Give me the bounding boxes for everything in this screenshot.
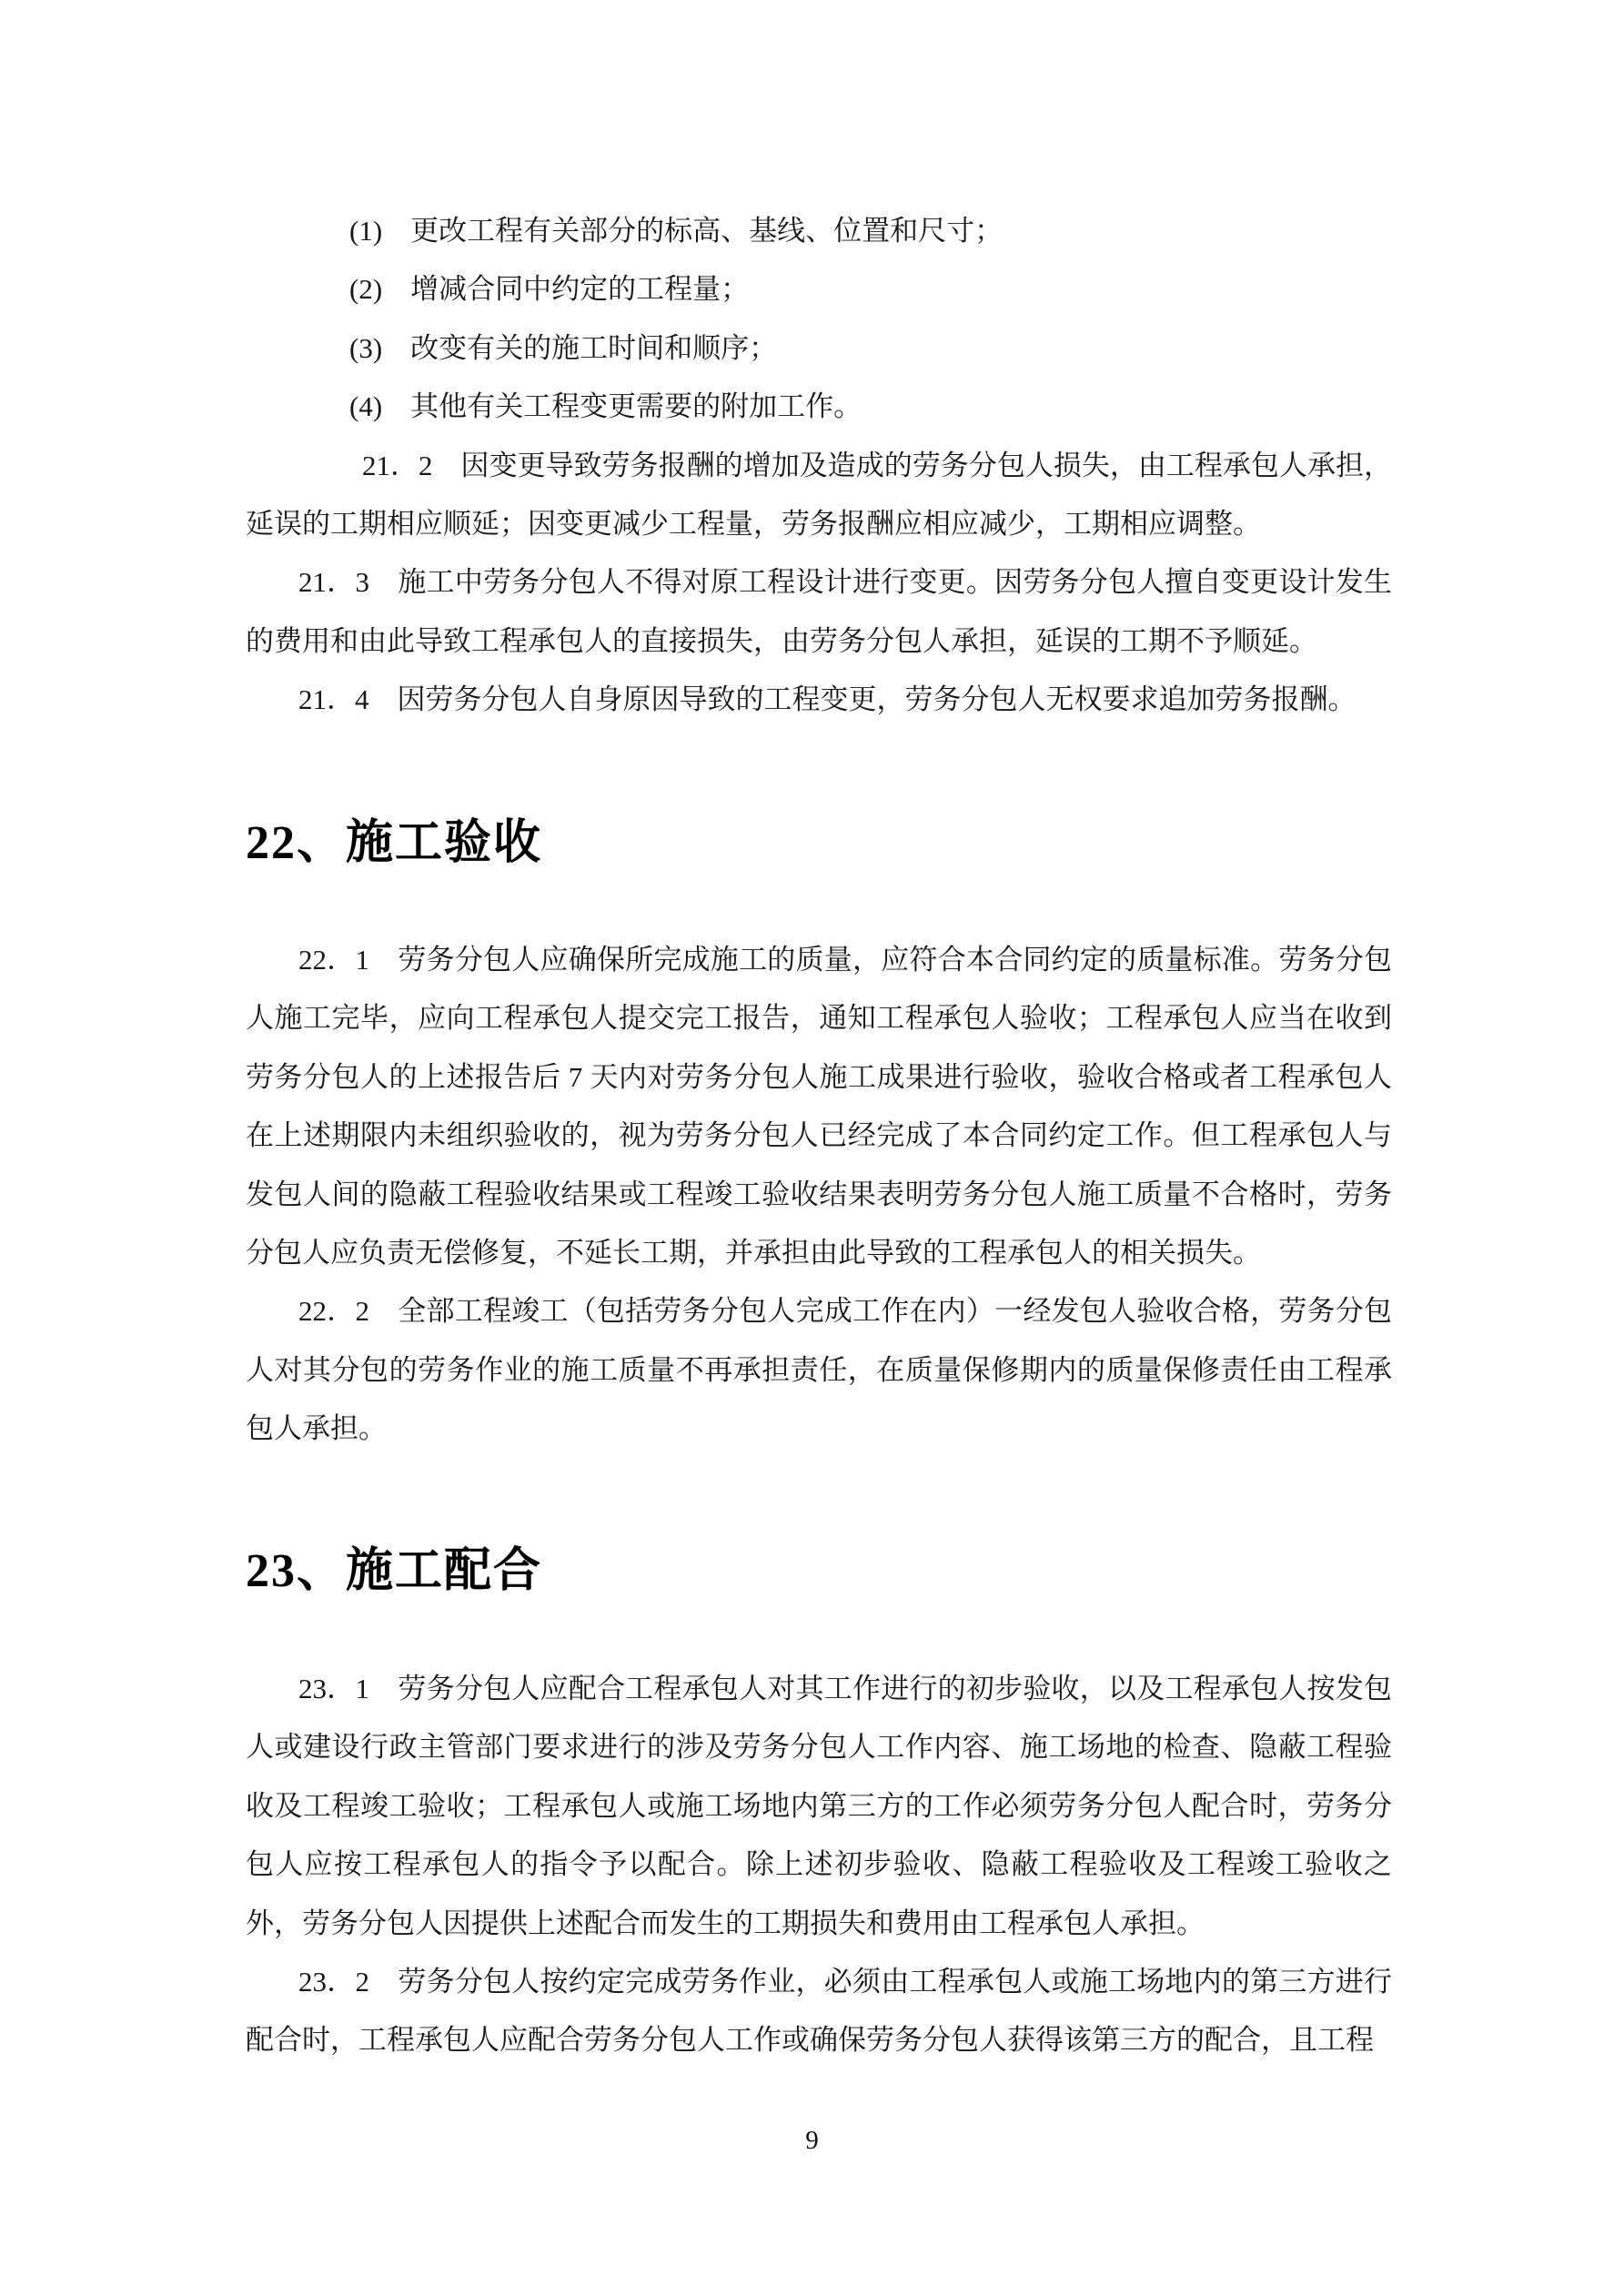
clause-21-2: 21．2 因变更导致劳务报酬的增加及造成的劳务分包人损失，由工程承包人承担，延误的工期相应顺延；因变更减少工程量，劳务报酬应相应减少，工期相应调整。 <box>246 449 1392 541</box>
section-22-heading: 22、施工验收 <box>246 817 543 869</box>
clause-22-2: 22．2 全部工程竣工（包括劳务分包人完成工作在内）一经发包人验收合格，劳务分包人对其分包的劳务作业的施工质量不再承担责任，在质量保修期内的质量保修责任由工程承包人承担。 <box>246 1295 1392 1445</box>
section-23-body <box>246 1660 1392 2070</box>
section-21-body <box>246 202 1392 730</box>
section-23-heading: 23、施工配合 <box>246 1545 543 1597</box>
page-number: 9 <box>805 2126 819 2155</box>
change-scope-list <box>246 202 1392 437</box>
clause-23-1: 23．1 劳务分包人应配合工程承包人对其工作进行的初步验收，以及工程承包人按发包人或建设行政主管部门要求进行的涉及劳务分包人工作内容、施工场地的检查、隐蔽工程验收及工程竣工验收；工程承包人或施工场地内第三方的工作必须劳务分包人配合时，劳务分包人应按工程承包人的指令予以配合。除上述初步验收、隐蔽工程验收及工程竣工验收之外，劳务分包人因提供上述配合而发生的工期损失和费用由工程承包人承担。 <box>246 1673 1392 1939</box>
section-22-body <box>246 931 1392 1459</box>
clause-22-1: 22．1 劳务分包人应确保所完成施工的质量，应符合本合同约定的质量标准。劳务分包人施工完毕，应向工程承包人提交完工报告，通知工程承包人验收；工程承包人应当在收到劳务分包人的上述报告后 7 天内对劳务分包人施工成果进行验收，验收合格或者工程承包人在上述期限内未组织验收的，视为劳务分包人已经完成了本合同约定工作。但工程承包人与发包人间的隐蔽工程验收结果或工程竣工验收结果表明劳务分包人施工质量不合格时，劳务分包人应负责无偿修复，不延长工期，并承担由此导致的工程承包人的相关损失。 <box>246 944 1392 1269</box>
clause-23-2: 23．2 劳务分包人按约定完成劳务作业，必须由工程承包人或施工场地内的第三方进行配合时，工程承包人应配合劳务分包人工作或确保劳务分包人获得该第三方的配合，且工程 <box>246 1966 1392 2057</box>
list-item-3: (3) 改变有关的施工时间和顺序； <box>349 331 778 364</box>
list-item-4: (4) 其他有关工程变更需要的附加工作。 <box>349 390 862 423</box>
clause-21-4: 21．4 因劳务分包人自身原因导致的工程变更，劳务分包人无权要求追加劳务报酬。 <box>298 683 1357 716</box>
list-item-2: (2) 增减合同中约定的工程量； <box>349 273 750 306</box>
clause-21-3: 21．3 施工中劳务分包人不得对原工程设计进行变更。因劳务分包人擅自变更设计发生的费用和由此导致工程承包人的直接损失，由劳务分包人承担，延误的工期不予顺延。 <box>246 566 1392 657</box>
list-item-1: (1) 更改工程有关部分的标高、基线、位置和尺寸； <box>349 215 1004 247</box>
